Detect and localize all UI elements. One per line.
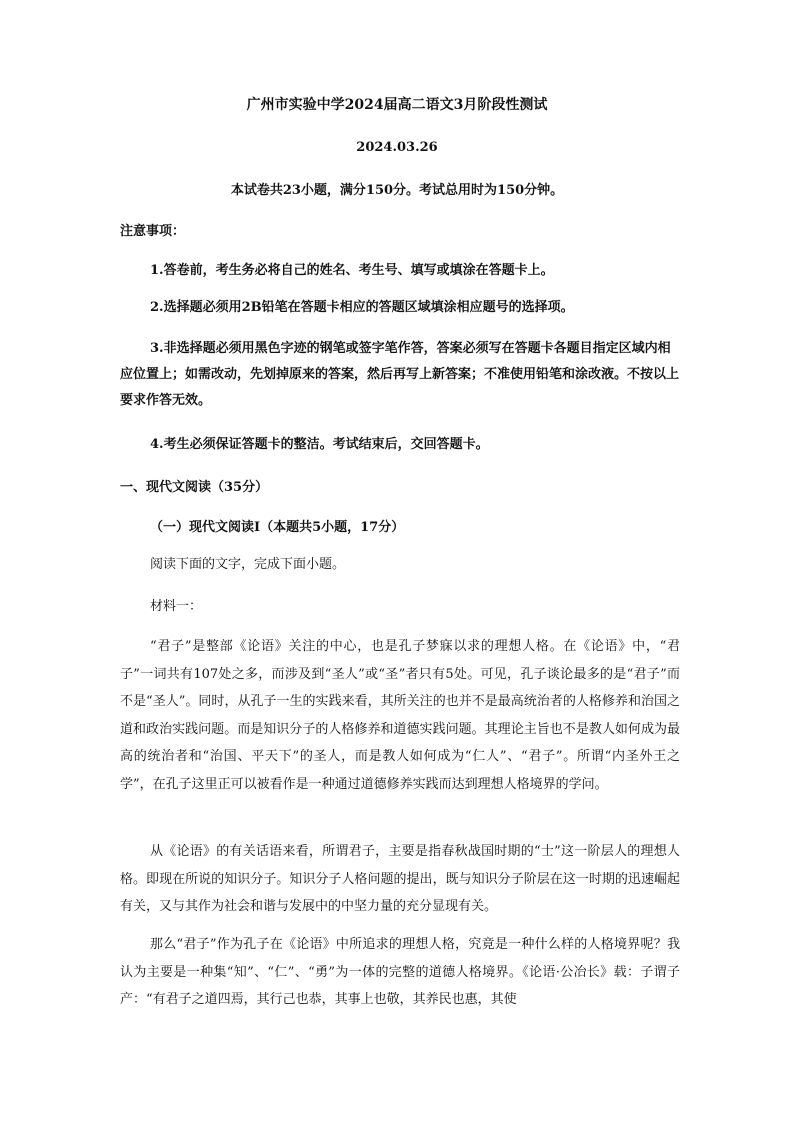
exam-title: 广州市实验中学2024届高二语文3月阶段性测试 bbox=[246, 97, 548, 113]
note-item-3: 3.非选择题必须用黑色字迹的钢笔或签字笔作答，答案必须写在答题卡各题目指定区域内相应位置上；如需改动，先划掉原来的答案，然后再写上新答案；不准使用铅笔和涂改液。不按以上要求作答无效。 bbox=[120, 341, 680, 408]
note-item-1: 1.答卷前，考生务必将自己的姓名、考生号、填写或填涂在答题卡上。 bbox=[150, 263, 554, 278]
exam-date: 2024.03.26 bbox=[356, 140, 438, 155]
paragraph-1: “君子”是整部《论语》关注的中心，也是孔子梦寐以求的理想人格。在《论语》中，“君子”一词共有107处之多，而涉及到“圣人”或“圣”者只有5处。可见，孔子谈论最多的是“君子”而不是“圣人”。同时，从孔子一生的实践来看，其所关注的也并不是最高统治者的人格修养和治国之道和政治实践问题。而是知识分子的人格修养和道德实践问题。其理论主旨也不是教人如何成为最高的统治者和“治国、平天下”的圣人，而是教人如何成为“仁人”、“君子”。所谓“内圣外王之学”，在孔子这里正可以被看作是一种通过道德修养实践而达到理想人格境界的学问。 bbox=[120, 639, 680, 792]
exam-info: 本试卷共23小题，满分150分。考试总用时为150分钟。 bbox=[230, 183, 564, 198]
paragraph-3: 那么“君子”作为孔子在《论语》中所追求的理想人格，究竟是一种什么样的人格境界呢？我认为主要是一种集“知”、“仁”、“勇”为一体的完整的道德人格境界。《论语·公冶长》载：子谓子产：“有君子之道四焉，其行己也恭，其事上也敬，其养民也惠，其使 bbox=[120, 937, 680, 1007]
paragraph-2: 从《论语》的有关话语来看，所谓君子，主要是指春秋战国时期的“士”这一阶层人的理想人格。即现在所说的知识分子。知识分子人格问题的提出，既与知识分子阶层在这一时期的迅速崛起有关，又与其作为社会和谐与发展中的中坚力量的充分显现有关。 bbox=[120, 844, 680, 914]
notes-heading: 注意事项： bbox=[120, 224, 186, 239]
material-label: 材料一： bbox=[150, 599, 203, 614]
reading-instruction: 阅读下面的文字，完成下面小题。 bbox=[150, 557, 346, 572]
note-item-4: 4.考生必须保证答题卡的整洁。考试结束后，交回答题卡。 bbox=[150, 437, 489, 452]
subsection-heading: （一）现代文阅读Ⅰ（本题共5小题，17分） bbox=[150, 520, 405, 535]
section-heading: 一、现代文阅读（35分） bbox=[120, 480, 269, 495]
note-item-2: 2.选择题必须用2B铅笔在答题卡相应的答题区域填涂相应题号的选择项。 bbox=[150, 300, 574, 315]
